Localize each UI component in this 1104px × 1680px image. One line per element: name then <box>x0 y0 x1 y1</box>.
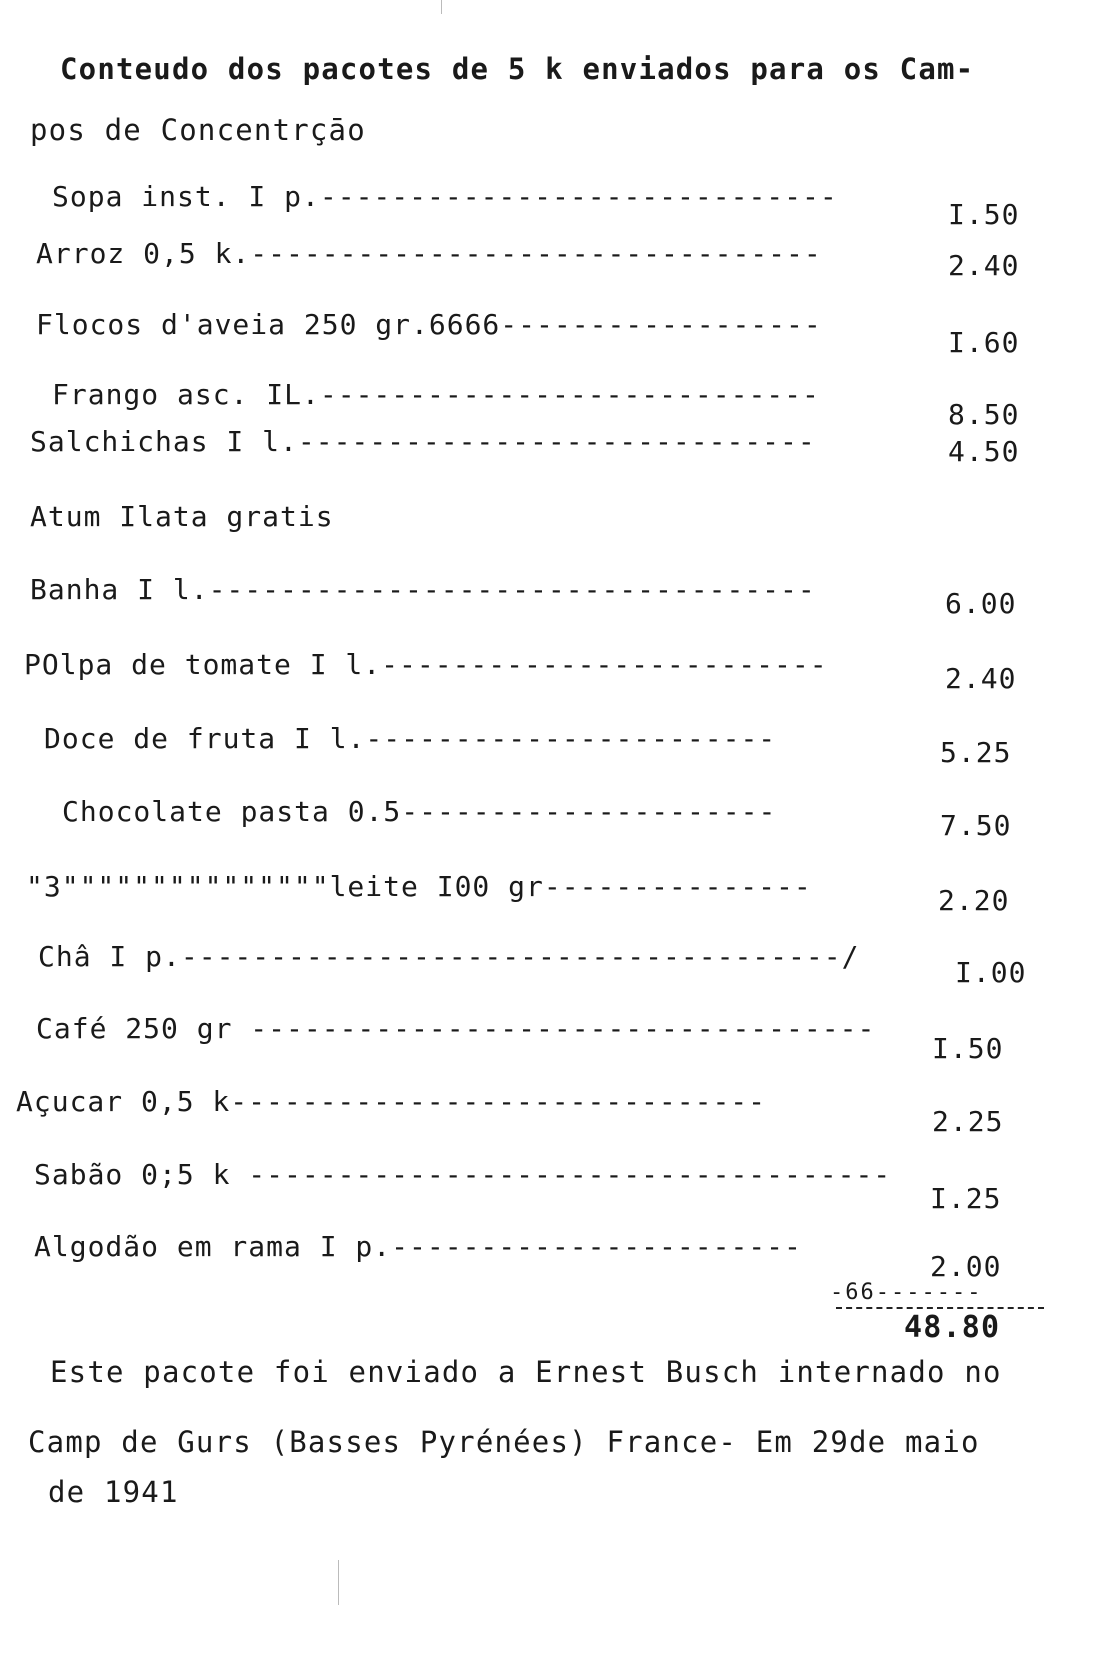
item-label: Algodão em rama I p.----------------------- <box>34 1230 802 1263</box>
item-amount: 2.40 <box>945 662 1017 695</box>
item-label: Châ I p.-------------------------------------/ <box>38 940 860 973</box>
footer-line-1: Este pacote foi enviado a Ernest Busch internado no <box>50 1355 1002 1389</box>
list-item <box>0 378 1104 431</box>
list-item <box>0 795 1104 842</box>
list-item <box>0 425 1104 468</box>
title-line-1: Conteudo dos pacotes de 5 k enviados para os Cam- <box>60 52 975 86</box>
list-item <box>0 722 1104 769</box>
list-item <box>0 573 1104 620</box>
item-label: Flocos d'aveia 250 gr.6666------------------ <box>36 308 822 341</box>
item-amount: 2.25 <box>932 1105 1004 1138</box>
list-item <box>0 1012 1104 1065</box>
total-amount: 48.80 <box>904 1310 1001 1345</box>
item-amount: 5.25 <box>940 736 1012 769</box>
item-amount: 4.50 <box>948 435 1020 468</box>
item-amount: I.50 <box>948 198 1020 231</box>
item-label: POlpa de tomate I l.------------------------- <box>24 648 828 681</box>
item-label: Café 250 gr ----------------------------------- <box>36 1012 876 1045</box>
item-amount: I.00 <box>955 956 1027 989</box>
list-item <box>0 308 1104 359</box>
stray-mark <box>441 0 442 14</box>
item-label: Sopa inst. I p.----------------------------- <box>52 180 838 213</box>
item-label: Arroz 0,5 k.-------------------------------- <box>36 237 822 270</box>
item-label: Atum Ilata gratis <box>30 500 334 533</box>
item-amount: I.50 <box>932 1032 1004 1065</box>
item-label: Sabão 0;5 k ------------------------------------ <box>34 1158 892 1191</box>
list-item <box>0 940 1104 989</box>
list-item <box>0 500 1104 540</box>
item-amount: 2.20 <box>938 884 1010 917</box>
item-label: Chocolate pasta 0.5--------------------- <box>62 795 777 828</box>
stray-mark <box>338 1560 339 1605</box>
list-item <box>0 648 1104 695</box>
footer-line-3: de 1941 <box>48 1475 179 1509</box>
subtotal-mark: -66------- <box>830 1280 983 1305</box>
list-item <box>0 237 1104 282</box>
list-item <box>0 1085 1104 1138</box>
title-line-2: pos de Concentrçāo <box>30 113 366 147</box>
item-label: Salchichas I l.----------------------------- <box>30 425 816 458</box>
list-item <box>0 180 1104 231</box>
item-amount: 2.00 <box>930 1250 1002 1283</box>
item-label: Açucar 0,5 k------------------------------ <box>16 1085 767 1118</box>
item-amount: 8.50 <box>948 398 1020 431</box>
item-label: Doce de fruta I l.----------------------- <box>44 722 777 755</box>
list-item <box>0 870 1104 917</box>
list-item <box>0 1230 1104 1283</box>
item-label: Frango asc. IL.---------------------------- <box>52 378 820 411</box>
footer-line-2: Camp de Gurs (Basses Pyrénées) France- Em 29de maio <box>28 1425 980 1459</box>
total-rule <box>836 1307 1044 1309</box>
item-amount: 2.40 <box>948 249 1020 282</box>
item-label: Banha I l.---------------------------------- <box>30 573 816 606</box>
item-amount: 7.50 <box>940 809 1012 842</box>
item-amount: I.60 <box>948 326 1020 359</box>
item-amount: I.25 <box>930 1182 1002 1215</box>
item-label: "3"""""""""""""""leite I00 gr--------------- <box>26 870 812 903</box>
item-amount: 6.00 <box>945 587 1017 620</box>
list-item <box>0 1158 1104 1215</box>
